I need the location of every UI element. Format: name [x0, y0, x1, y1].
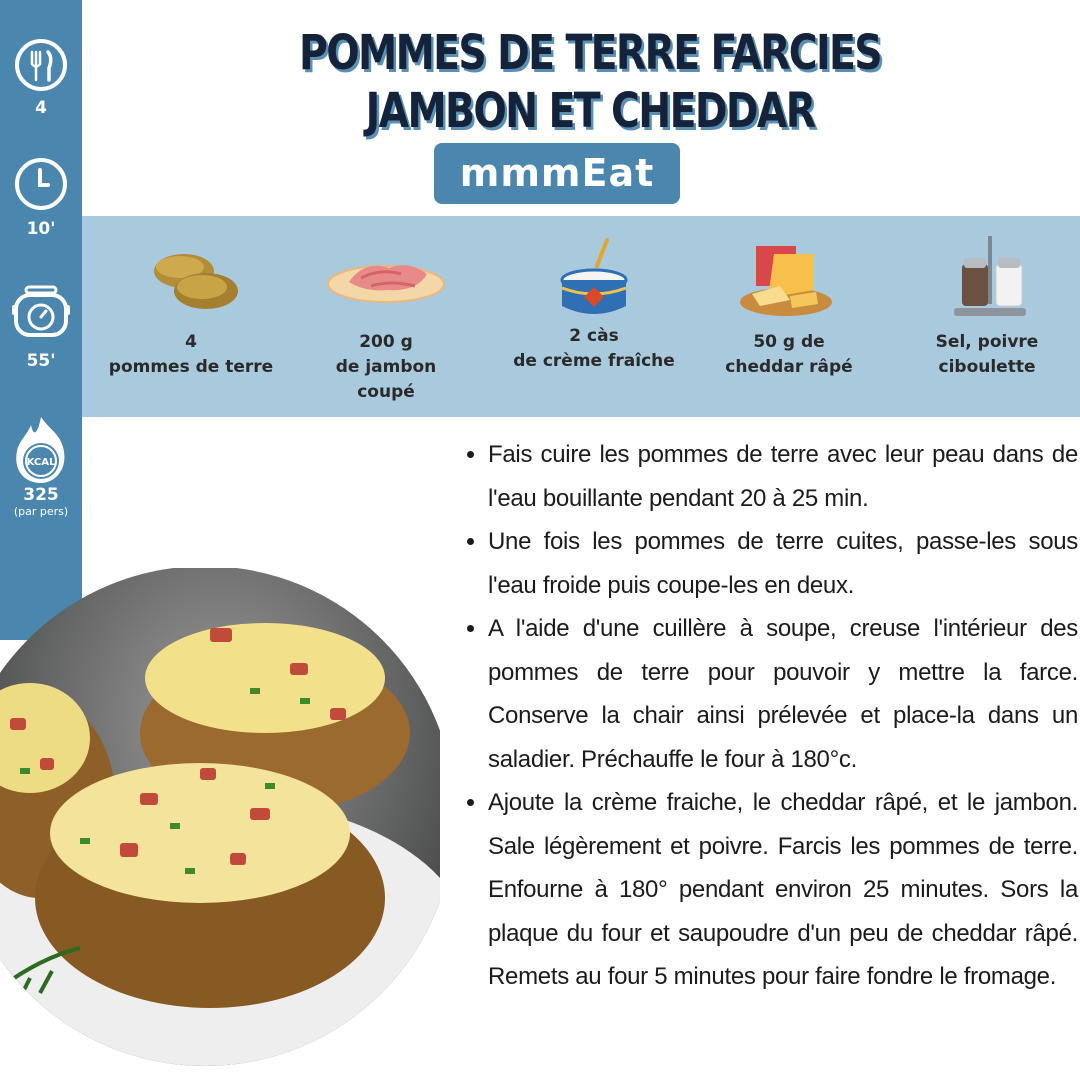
servings-stat [0, 38, 82, 118]
ingredients-band [82, 216, 1080, 417]
ingredient-label: 4 pommes de terre [108, 332, 274, 377]
cook-time-value: 55' [26, 351, 56, 371]
calories-stat [0, 413, 82, 519]
cooker-icon [10, 283, 72, 345]
kcal-flame-icon [9, 413, 73, 485]
instruction-step: • Fais cuire les pommes de terre avec leur peau dans de l'eau bouillante pendant 20 à 25 min. [488, 433, 1078, 520]
recipe-title: POMMES DE TERRE FARCIES JAMBON ET CHEDDAR [299, 25, 881, 139]
instructions-list [462, 433, 1078, 999]
servings-value: 4 [35, 98, 47, 118]
calories-value: 325 [23, 485, 59, 505]
ingredient-item [96, 216, 286, 417]
info-sidebar [0, 0, 82, 640]
potatoes-icon [96, 236, 286, 326]
ham-icon [291, 236, 481, 326]
cheddar-icon [694, 236, 884, 326]
ingredient-label: 2 càs de crème fraîche [513, 326, 675, 371]
ingredient-label: Sel, poivre ciboulette [935, 332, 1039, 377]
utensils-icon [14, 38, 68, 92]
cream-pot-icon [499, 236, 689, 326]
instruction-step: • Ajoute la crème fraiche, le cheddar râpé, et le jambon. Sale légèrement et poivre. Farcis les pommes de terre. Enfourne à 180° pendant environ 25 minutes. Sors la plaque du four et saupoudre d'un peu de cheddar râpé. Remets au four 5 minutes pour faire fondre le fromage. [488, 781, 1078, 999]
prep-time-stat [0, 157, 82, 239]
brand-logo: mmmEat [434, 143, 680, 204]
clock-icon [14, 157, 68, 211]
ingredient-item [291, 216, 481, 417]
kcal-icon-text: KCAL [26, 457, 56, 468]
cook-time-stat [0, 283, 82, 371]
instruction-step: • Une fois les pommes de terre cuites, passe-les sous l'eau froide puis coupe-les en deux. [488, 520, 1078, 607]
ingredient-item [694, 216, 884, 417]
instruction-step: • A l'aide d'une cuillère à soupe, creuse l'intérieur des pommes de terre pour pouvoir y mettre la farce. Conserve la chair ainsi prélevée et place-la dans un saladier. Préchauffe le four à 180°c. [488, 607, 1078, 781]
ingredient-label: 200 g de jambon coupé [335, 332, 437, 402]
calories-unit: (par pers) [13, 505, 69, 518]
ingredient-label: 50 g de cheddar râpé [725, 332, 853, 377]
stuffed-potatoes-photo [0, 568, 440, 1080]
prep-time-value: 10' [26, 219, 56, 239]
ingredient-item [499, 216, 689, 417]
salt-pepper-icon [892, 236, 1080, 326]
ingredient-item [892, 216, 1080, 417]
